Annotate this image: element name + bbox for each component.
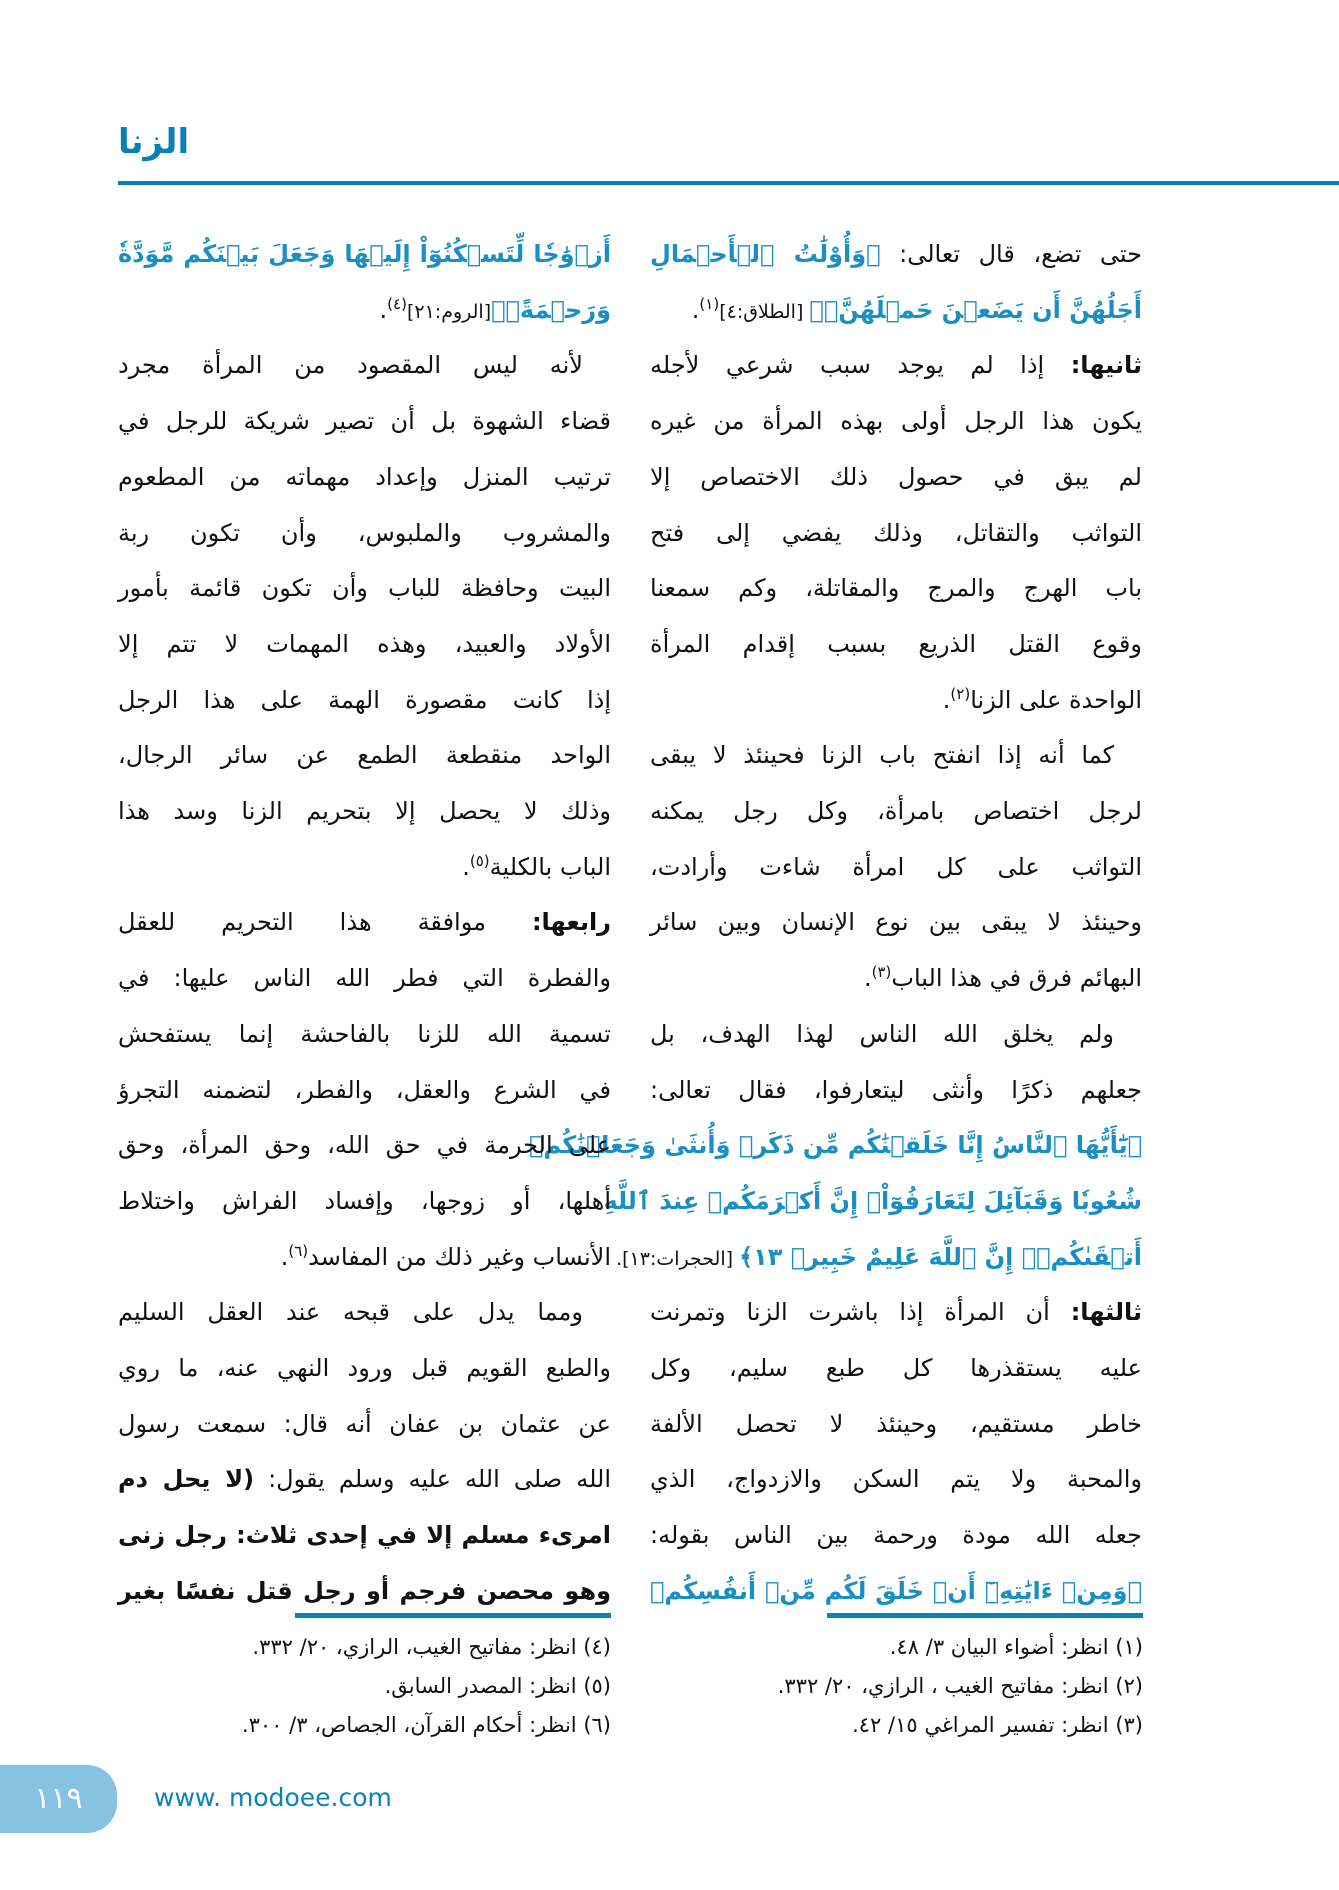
quran-verse: ﴿يَٰٓأَيُّهَا ٱلنَّاسُ إِنَّا خَلَقۡنَٰكُم مِّن ذَكَرٖ وَأُنثَىٰ وَجَعَلۡنَٰكُمۡ: [529, 1131, 1142, 1160]
text: الباب بالكلية: [489, 852, 611, 881]
quran-verse: أَجَلُهُنَّ أَن يَضَعۡنَ حَمۡلَهُنَّۚ﴾: [809, 295, 1142, 324]
footnote: (١) انظر: أضواء البيان ٣/ ٤٨.: [889, 1635, 1143, 1659]
footnote-ref: (٣): [871, 963, 892, 982]
text: خاطر مستقيم، وحينئذ لا تحصل الألفة: [650, 1409, 1142, 1438]
bold-text: وهو محصن فرجم أو رجل قتل نفسًا بغير: [118, 1576, 611, 1605]
text: .: [863, 964, 872, 993]
text-line: [650, 783, 1142, 839]
text-line: [118, 226, 611, 282]
text: باب الهرج والمرج والمقاتلة، وكم سمعنا: [650, 574, 1142, 603]
text: قضاء الشهوة بل أن تصير شريكة للرجل في: [118, 407, 611, 436]
text: أن المرأة إذا باشرت الزنا وتمرنت: [650, 1298, 1071, 1327]
text-line: [603, 1173, 1142, 1229]
text-line: [650, 282, 1142, 338]
text: موافقة هذا التحريم للعقل: [118, 908, 532, 937]
text-line: [650, 894, 1142, 950]
text: وذلك لا يحصل إلا بتحريم الزنا وسد هذا: [118, 797, 611, 825]
text-line: [650, 1006, 1142, 1062]
text-line: [650, 393, 1142, 449]
text: ولم يخلق الله الناس لهذا الهدف، بل: [650, 1019, 1114, 1048]
text: والمشروب والملبوس، وأن تكون ربة: [118, 518, 611, 547]
text: ترتيب المنزل وإعداد مهماته من المطعوم: [118, 462, 611, 491]
text: .: [691, 295, 700, 324]
text-line: [118, 1062, 611, 1118]
quran-verse: أَزۡوَٰجٗا لِّتَسۡكُنُوٓاْ إِلَيۡهَا وَجَعَلَ بَيۡنَكُم مَّوَدَّةٗ: [118, 240, 611, 268]
text: وقوع القتل الذريع بسبب إقدام المرأة: [650, 629, 1142, 658]
text: الواحدة على الزنا: [970, 685, 1142, 714]
text: [الطلاق:٤]: [719, 300, 810, 323]
text-line: [650, 616, 1142, 672]
quran-verse: أَتۡقَىٰكُمۡۚ إِنَّ ٱللَّهَ عَلِيمٌ خَبِيرٞ ١٣﴾: [739, 1242, 1142, 1271]
text-line: [118, 1340, 611, 1396]
text: البيت وحافظة للباب وأن تكون قائمة بأمور: [118, 574, 611, 603]
text: يكون هذا الرجل أولى بهذه المرأة من غيره: [650, 407, 1142, 436]
quran-verse: شُعُوبٗا وَقَبَآئِلَ لِتَعَارَفُوٓاْۚ إِنَّ أَكۡرَمَكُمۡ عِندَ ٱللَّهِ: [603, 1186, 1142, 1215]
text: عليه يستقذرها كل طبع سليم، وكل: [650, 1354, 1142, 1382]
text-line: [650, 1340, 1142, 1396]
quran-verse: ﴿وَأُوْلَٰتُ ٱلۡأَحۡمَالِ: [650, 240, 881, 268]
text: جعلهم ذكرًا وأنثى ليتعارفوا، فقال تعالى:: [650, 1075, 1142, 1104]
bold-text: (لا يحل دم: [118, 1465, 255, 1494]
text: وحينئذ لا يبقى بين نوع الإنسان وبين سائر: [650, 908, 1142, 937]
bold-text: رابعها:: [531, 908, 611, 937]
text: تسمية الله للزنا بالفاحشة إنما يستفحش: [118, 1019, 611, 1048]
text-line: [118, 393, 611, 449]
text-line: [650, 226, 1142, 282]
text-line: [650, 727, 1142, 783]
text: ومما يدل على قبحه عند العقل السليم: [118, 1298, 583, 1327]
text: .: [942, 685, 951, 714]
footnote: (٢) انظر: مفاتيح الغيب ، الرازي، ٢٠/ ٣٣٢.: [777, 1674, 1143, 1698]
text: الأولاد والعبيد، وهذه المهمات لا تتم إلا: [118, 629, 611, 658]
text: [الروم:٢١]: [406, 300, 492, 323]
page-number: ١١٩: [0, 1765, 117, 1833]
text-line: [616, 1229, 1142, 1285]
footnote-ref: (٥): [469, 851, 490, 870]
footnote: (٥) انظر: المصدر السابق.: [384, 1674, 611, 1698]
footnote-divider-right: [827, 1613, 1143, 1618]
text-line: [118, 337, 611, 393]
text-line: [118, 616, 611, 672]
footnote: (٤) انظر: مفاتيح الغيب، الرازي، ٢٠/ ٣٣٢.: [252, 1635, 611, 1659]
text: التواثب والتقاتل، وذلك يفضي إلى فتح: [650, 518, 1142, 547]
text-line: [650, 1396, 1142, 1452]
text-line: [118, 1563, 611, 1619]
text: البهائم فرق في هذا الباب: [891, 964, 1142, 993]
text: أهلها، أو زوجها، وإفساد الفراش واختلاط: [118, 1186, 611, 1215]
text-line: [650, 505, 1142, 561]
text-line: [650, 449, 1142, 505]
text: على الحرمة في حق الله، وحق المرأة، وحق: [118, 1131, 611, 1160]
text-line: [118, 1396, 611, 1452]
text-line: [118, 1173, 611, 1229]
bold-text: ثانيها:: [1070, 351, 1142, 380]
text: إذا لم يوجد سبب شرعي لأجله: [650, 351, 1071, 380]
footnote: (٣) انظر: تفسير المراغي ١٥/ ٤٢.: [852, 1713, 1143, 1737]
text-line: [118, 282, 611, 338]
text: حتى تضع، قال تعالى:: [880, 240, 1142, 268]
text-line: [118, 839, 611, 895]
text-line: [118, 727, 611, 783]
text-line: [118, 449, 611, 505]
text-line: [650, 1451, 1142, 1507]
footnote-ref: (٤): [387, 294, 407, 313]
footnote-ref: (٢): [950, 684, 971, 703]
text-line: [118, 560, 611, 616]
website-link[interactable]: www. modoee.com: [154, 1783, 392, 1812]
text-line: [118, 1006, 611, 1062]
header-divider: [118, 181, 1339, 185]
text-line: [650, 950, 1142, 1006]
text: إذا كانت مقصورة الهمة على هذا الرجل: [118, 685, 611, 714]
text-line: [118, 1284, 611, 1340]
text-line: [650, 1507, 1142, 1563]
text-line: [529, 1117, 1142, 1173]
text: لأنه ليس المقصود من المرأة مجرد: [118, 351, 583, 380]
footnote-divider-left: [295, 1613, 611, 1618]
text-line: [650, 1284, 1142, 1340]
quran-verse: وَرَحۡمَةًۚ﴾: [491, 295, 611, 324]
text: عن عثمان بن عفان أنه قال: سمعت رسول: [118, 1409, 611, 1438]
text-line: [118, 950, 611, 1006]
text: الله صلى الله عليه وسلم يقول:: [254, 1465, 612, 1494]
text-line: [650, 1563, 1142, 1619]
text-line: [650, 672, 1142, 728]
text: والمحبة ولا يتم السكن والازدواج، الذي: [650, 1465, 1142, 1494]
text: جعله الله مودة ورحمة بين الناس بقوله:: [650, 1521, 1142, 1550]
bold-text: ثالثها:: [1070, 1298, 1142, 1327]
text-line: [650, 560, 1142, 616]
text: والطبع القويم قبل ورود النهي عنه، ما روي: [118, 1354, 611, 1382]
text-line: [118, 1507, 611, 1563]
text: [الحجرات:١٣].: [616, 1247, 740, 1270]
text-line: [118, 1229, 611, 1285]
text-line: [118, 894, 611, 950]
text: لم يبق في حصول ذلك الاختصاص إلا: [650, 462, 1142, 491]
text: .: [462, 852, 470, 881]
text: لرجل اختصاص بامرأة، وكل رجل يمكنه: [650, 797, 1142, 825]
text: الأنساب وغير ذلك من المفاسد: [308, 1242, 611, 1271]
text-line: [650, 337, 1142, 393]
text-line: [118, 1117, 611, 1173]
footnote-ref: (١): [699, 294, 720, 313]
text-line: [118, 672, 611, 728]
text-line: [118, 505, 611, 561]
bold-text: امرىء مسلم إلا في إحدى ثلاث: رجل زنى: [118, 1521, 611, 1550]
footnote: (٦) انظر: أحكام القرآن، الجصاص، ٣/ ٣٠٠.: [241, 1713, 611, 1737]
text-line: [118, 1451, 611, 1507]
text: في الشرع والعقل، والفطر، لتضمنه التجرؤ: [118, 1075, 611, 1104]
text: التواثب على كل امرأة شاءت وأرادت،: [650, 852, 1142, 881]
text: كما أنه إذا انفتح باب الزنا فحينئذ لا يبقى: [650, 741, 1114, 770]
text: .: [280, 1242, 289, 1271]
quran-verse: ﴿وَمِنۡ ءَايَٰتِهِۦٓ أَنۡ خَلَقَ لَكُم مِّنۡ أَنفُسِكُمۡ: [650, 1576, 1142, 1605]
text-line: [118, 783, 611, 839]
text: والفطرة التي فطر الله الناس عليها: في: [118, 964, 611, 993]
text: .: [379, 295, 388, 324]
text-line: [650, 839, 1142, 895]
text-line: [650, 1062, 1142, 1118]
chapter-title: الزنا: [118, 122, 190, 162]
text: الواحد منقطعة الطمع عن سائر الرجال،: [118, 741, 611, 770]
footnote-ref: (٦): [288, 1241, 309, 1260]
